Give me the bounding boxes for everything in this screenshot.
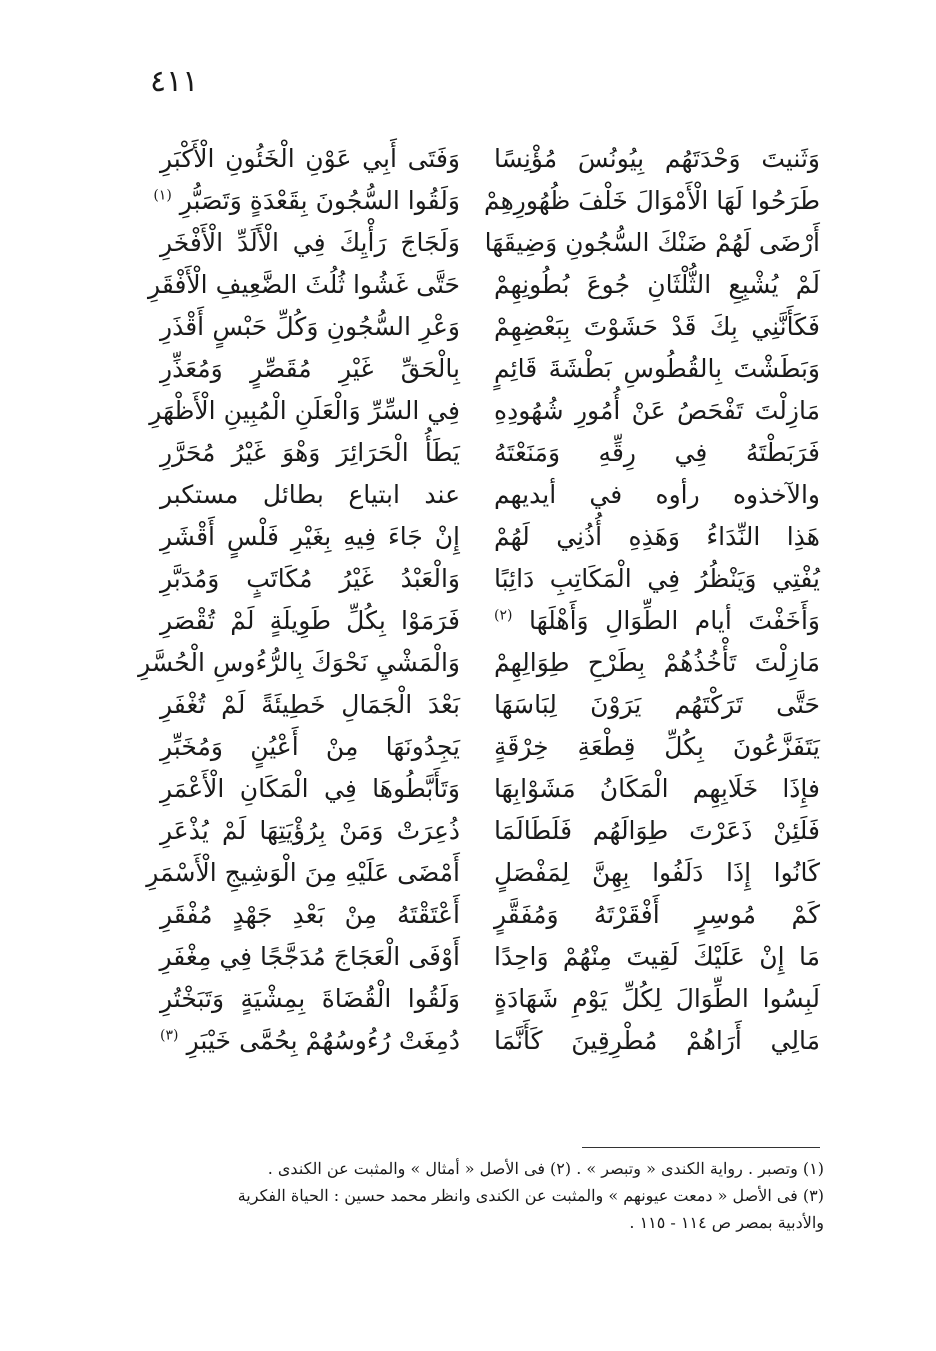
verse-line: أَمْضَى عَلَيْهِ مِنَ الْوَشِيجِ الْأَسْمَرِ [146, 858, 460, 887]
verse-line: أَعْتَقْتَهُ مِنْ بَعْدِ جَهْدٍ مُفْقَرِ [160, 900, 460, 929]
verse-text: دُمِغَتْ رُءُوسُهُمْ بِحُمَّى خَيْبَرِ [186, 1026, 460, 1055]
verse-line: فَرَمَوْا بِكُلِّ طَوِيلَةٍ لَمْ تُقْصَرِ [160, 606, 460, 635]
verse-line: أَرْضَى لَهُمْ ضَنْكَ السُّجُونِ وَضِيقَهَا [484, 228, 820, 257]
footnote-ref: (٣) [160, 1027, 179, 1044]
verse-line: وَفَتَى أَبِي عَوْنِ الْخَئُونِ الْأَكْبَرِ [160, 144, 460, 173]
verse-line: وَالْعَبْدُ غَيْرُ مُكَاتَبٍ وَمُدَبَّرِ [160, 564, 460, 593]
footnote-line: والأدبية بمصر ص ١١٤ - ١١٥ . [629, 1213, 824, 1232]
verse-line: مَالِي أَرَاهُمْ مُطْرِقِينَ كَأَنَّمَا [494, 1026, 820, 1055]
footnote-line: (٣) فى الأصل « دمعت عيونهم » والمثبت عن الكندى وانظر محمد حسين : الحياة الفكرية [237, 1186, 824, 1205]
verse-line: وَلَقُوا الْقُضَاةَ بِمِشْيَةٍ وَتَبَخْتُرِ [160, 984, 460, 1013]
verse-line: وَعْرِ السُّجُونِ وَكُلِّ حَبْسٍ أَقْذَرِ [160, 312, 460, 341]
verse-line: طَرَحُوا لَهَا الْأَمْوَالَ خَلْفَ ظُهُورِهِمْ [483, 186, 820, 215]
verse-line: كَانُوا إِذَا دَلَفُوا بِهِنَّ لِمَفْصَلٍ [494, 858, 820, 887]
verse-line-with-footnote [494, 600, 820, 642]
verse-line: يَطَأُ الْحَرَائِرَ وَهْوَ غَيْرُ مُحَرَّرِ [160, 438, 460, 467]
verse-line: لَبِسُوا الطِّوَالَ لِكُلِّ يَوْمِ شَهَادَةٍ [494, 984, 820, 1013]
verse-line: حَتَّى تَرَكْتَهُم يَرَوْنَ لِبَاسَهَا [494, 690, 820, 719]
verse-line: وَالْمَشْيِ نَحْوَكَ بِالرُّءُوسِ الْحُسَّرِ [138, 648, 460, 677]
verse-line: فِي السِّرِّ وَالْعَلَنِ الْمُبِينِ الْأَظْهَرِ [149, 396, 460, 425]
verse-line: بِالْحَقِّ غَيْرِ مُقَصِّرٍ وَمُعَذِّرِ [160, 354, 460, 383]
verse-line: والآخذوه رأوه في أيديهم [494, 480, 820, 509]
verse-line: هَذِا النِّدَاءُ وَهَذِهِ أُذُنِي لَهُمْ [494, 522, 820, 551]
verse-text: وَأَخَفْتَ أيام الطِّوَالِ وَأَهْلَهَا [529, 606, 820, 635]
verse-line: مَازِلْتَ تَفْحَصُ عَنْ أُمُورِ شُهُودِهِ [494, 396, 820, 425]
verse-line: يَجِدُونَهَا مِنْ أَعْيُنٍ وَمُخَبِّرِ [160, 732, 460, 761]
verse-line: فإِذَا خَلَابِهِم الْمَكَانُ مَشَوْابِهَا [494, 774, 820, 803]
page-number: ٤١١ [150, 64, 199, 99]
right-verse-column [483, 138, 820, 1062]
verse-line: فَرَبَطْتَهُ فِي رِقِّهِ وَمَنَعْتَهُ [494, 438, 820, 467]
verse-line: فَكَأَنَّنِي بِكَ قَدْ حَشَوْتَ بِبَعْضِهِمْ [494, 312, 820, 341]
verse-line-with-footnote [160, 1020, 460, 1062]
left-verse-column [138, 138, 460, 1062]
verse-line: ذُعِرَتْ وَمَنْ بِرُؤْيَتِهَا لَمْ يُذْعَرِ [160, 816, 460, 845]
footnote-divider [582, 1147, 820, 1148]
verse-line: مَازِلْتَ تَأْخُذُهُمْ بِطَرْحِ طِوَالِهِمْ [494, 648, 820, 677]
footnote-ref: (١) [153, 187, 172, 204]
verse-line: بَعْدَ الْجَمَالِ خَطِيئَةً لَمْ تُغْفَرِ [160, 690, 460, 719]
verse-line: عند ابتياع بطائل مستكبر [160, 480, 460, 509]
verse-line: حَتَّى غَشُوا ثُلُثَ الضَّعِيفِ الْأَفْقَرِ [148, 270, 460, 299]
verse-text: وَلَقُوا السُّجُونَ بِقَعْدَةٍ وَتَصَبُّرِ [179, 186, 460, 215]
footnote-line: (١) وتصبر . رواية الكندى « وتبصر » . (٢) فى الأصل « أمثال » والمثبت عن الكندى . [267, 1159, 824, 1178]
verse-line: أَوْفَى الْعَجَاجَ مُدَجَّجًا فِي مِغْفَرِ [159, 942, 460, 971]
verse-line: مَا إِنْ عَلَيْكَ لَقِيتَ مِنْهُمْ وَاحِدًا [494, 942, 820, 971]
verse-line: وَلَجَاجَ رَأْيِكَ فِي الْأَلَدِّ الْأَفْخَرِ [160, 228, 460, 257]
footnote-ref: (٢) [494, 607, 513, 624]
verse-line-with-footnote [153, 180, 460, 222]
verse-line: لَمْ يُشْبِعِ الثُّلْثَانِ جُوعَ بُطُونِهِمْ [494, 270, 820, 299]
verse-line: وَتَأَبَّطُوهَا فِي الْمَكَانِ الْأَعْمَرِ [160, 774, 460, 803]
verse-line: إِنْ جَاءَ فِيهِ بِغَيْرِ فَلْسٍ أَقْشَرِ [160, 522, 460, 551]
verse-line: فَلَئِنْ ذَعَرْتَ طِوَالَهُم فَلَطَالَمَا [494, 816, 820, 845]
verse-line: كَمْ مُوسِرٍ أَفْقَرْتَهُ وَمُفَقَّرٍ [494, 900, 820, 929]
verse-line: وَبَطَشْتَ بِالقُطُوسِ بَطْشَةَ قَائِمٍ [494, 354, 820, 383]
verse-line: يَتَفَزَّعُونَ بِكُلِّ قِطْعَةِ خِرْقَةٍ [494, 732, 820, 761]
footnotes [116, 1155, 824, 1236]
verse-line: وَثَنيتَ وَحْدَتَهُم بِيُونُسَ مُؤْنِسًا [494, 144, 820, 173]
verse-line: يُفْتِي وَيَنْظُرُ فِي الْمَكَاتِبِ دَائِبًا [494, 564, 820, 593]
